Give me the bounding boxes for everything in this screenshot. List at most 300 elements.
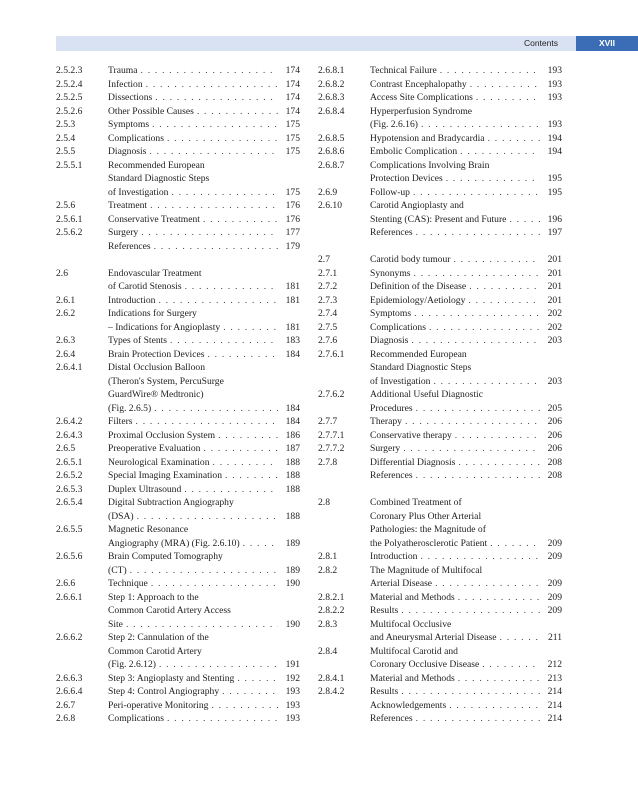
toc-entry[interactable] (318, 226, 562, 240)
section-title: Preoperative Evaluation (108, 443, 201, 454)
section-title: Technique (108, 578, 148, 589)
page-reference: 189 (285, 537, 300, 549)
section-number: 2.7.7.1 (318, 429, 345, 441)
toc-entry[interactable] (318, 321, 562, 335)
toc-entry[interactable] (56, 145, 300, 159)
section-title: Therapy (370, 416, 402, 427)
page-reference: 192 (285, 672, 300, 684)
section-title: Conservative therapy (370, 429, 452, 441)
dot-leader (400, 442, 540, 456)
toc-entry[interactable] (56, 415, 300, 429)
toc-entry[interactable] (56, 132, 300, 146)
section-number: 2.6.5.2 (56, 470, 83, 481)
page-reference: 193 (547, 119, 562, 130)
section-number: 2.6.5 (56, 443, 76, 454)
toc-entry[interactable] (318, 564, 562, 591)
toc-entry[interactable] (318, 415, 562, 429)
section-number: 2.6.6.4 (56, 686, 83, 697)
dot-leader (210, 456, 278, 470)
dot-leader (455, 591, 540, 605)
dot-leader (204, 348, 278, 362)
section-title: References (370, 470, 413, 481)
section-number: 2.6.7 (56, 699, 76, 711)
toc-entry[interactable] (318, 186, 562, 200)
toc-entry[interactable] (318, 159, 562, 186)
dot-leader (220, 321, 278, 335)
page-reference: 201 (547, 281, 562, 292)
section-title: Conservative Treatment (108, 213, 200, 225)
section-title: Filters (108, 416, 133, 427)
running-header-title: Contents (523, 38, 558, 48)
section-title: – Indications for Angioplasty (108, 321, 221, 333)
section-number: 2.7.6 (318, 335, 338, 346)
section-title-line: Indications for Surgery (108, 308, 197, 319)
section-number: 2.7.2 (318, 281, 338, 292)
dot-leader (411, 307, 540, 321)
toc-entry[interactable] (56, 496, 300, 523)
section-title: Symptoms (370, 308, 412, 319)
page-reference: 206 (547, 443, 562, 454)
dot-leader (398, 604, 540, 618)
toc-entry[interactable] (56, 118, 300, 132)
page-reference: 190 (285, 618, 300, 630)
toc-left-column (56, 64, 300, 726)
section-number: 2.6.8.7 (318, 159, 345, 171)
toc-entry[interactable] (56, 105, 300, 119)
toc-entry[interactable] (56, 294, 300, 308)
section-number: 2.6.4.1 (56, 362, 83, 373)
section-title-line: Complications Involving Brain (370, 159, 490, 171)
page-reference: 188 (285, 470, 300, 481)
toc-entry[interactable] (56, 91, 300, 105)
section-number: 2.8 (318, 497, 330, 508)
section-number: 2.7.4 (318, 308, 338, 319)
section-number: 2.6.8.3 (318, 92, 345, 103)
section-number: 2.6.5.4 (56, 497, 83, 508)
toc-entry[interactable] (318, 348, 562, 389)
section-number: 2.8.4.1 (318, 672, 345, 684)
dot-leader (410, 186, 540, 200)
dot-leader (457, 145, 540, 159)
toc-entry[interactable] (56, 712, 300, 726)
dot-leader (151, 402, 278, 416)
page-reference: 186 (285, 429, 300, 441)
page-reference: 214 (547, 699, 562, 711)
section-title: Peri-operative Monitoring (108, 699, 209, 711)
page-reference: 194 (547, 132, 562, 144)
page-reference: 209 (547, 578, 562, 589)
toc-entry[interactable] (56, 672, 300, 686)
section-title: Introduction (108, 294, 156, 306)
dot-leader (402, 415, 540, 429)
section-number: 2.6.4.3 (56, 429, 83, 441)
toc-entry[interactable] (56, 334, 300, 348)
page-reference: 212 (547, 659, 562, 670)
page-reference: 190 (285, 578, 300, 589)
dot-leader (485, 132, 540, 146)
toc-entry[interactable] (56, 523, 300, 550)
toc-entry[interactable] (318, 145, 562, 159)
section-number: 2.8.3 (318, 618, 338, 630)
dot-leader (164, 132, 278, 146)
section-title: Other Possible Causes (108, 105, 194, 117)
page-reference: 205 (547, 402, 562, 414)
section-number: 2.5.5.1 (56, 159, 83, 171)
page-reference: 201 (547, 267, 562, 279)
page-reference: 179 (285, 240, 300, 252)
toc-entry[interactable] (318, 280, 562, 294)
toc-entry[interactable] (318, 64, 562, 78)
dot-leader (413, 469, 540, 483)
section-number: 2.6.6.2 (56, 632, 83, 643)
section-number: 2.7.6.2 (318, 389, 345, 400)
toc-entry[interactable] (318, 105, 562, 132)
toc-entry[interactable] (56, 577, 300, 591)
dot-leader (430, 375, 540, 389)
toc-entry[interactable] (318, 442, 562, 456)
section-title-line: Brain Computed Tomography (108, 551, 223, 562)
section-number: 2.7.7.2 (318, 443, 345, 454)
toc-entry[interactable] (318, 429, 562, 443)
section-number: 2.5.4 (56, 132, 76, 144)
toc-entry[interactable] (56, 591, 300, 632)
dot-leader (219, 685, 278, 699)
section-number: 2.6.4 (56, 348, 76, 360)
section-title: Hypotension and Bradycardia (370, 132, 485, 144)
section-title-line: The Magnitude of Multifocal (370, 564, 483, 576)
section-number: 2.5.2.6 (56, 105, 83, 117)
section-title: Material and Methods (370, 591, 455, 603)
toc-entry[interactable] (318, 496, 562, 550)
page-reference: 209 (547, 605, 562, 616)
page-reference: 197 (547, 227, 562, 238)
page-reference: 174 (285, 65, 300, 76)
dot-leader (452, 429, 540, 443)
section-title-line: Multifocal Occlusive (370, 618, 452, 630)
page-reference: 184 (285, 416, 300, 427)
toc-entry[interactable] (318, 91, 562, 105)
section-title: (Fig. 2.6.16) (370, 119, 418, 130)
dot-leader (455, 456, 540, 470)
page-number-badge: XVII (576, 36, 638, 51)
section-title-line: Endovascular Treatment (108, 267, 202, 279)
dot-leader (146, 145, 278, 159)
dot-leader (234, 672, 278, 686)
page-reference: 208 (547, 456, 562, 468)
toc-entry[interactable] (318, 672, 562, 686)
page-reference: 193 (285, 686, 300, 697)
dot-leader (194, 105, 278, 119)
section-title: Follow-up (370, 186, 410, 198)
toc-entry[interactable] (56, 483, 300, 497)
dot-leader (200, 442, 278, 456)
toc-entry[interactable] (56, 699, 300, 713)
dot-leader (208, 699, 278, 713)
section-number: 2.6.1 (56, 294, 76, 306)
section-number: 2.7.6.1 (318, 348, 345, 360)
page-reference: 176 (285, 213, 300, 225)
section-title-line: Digital Subtraction Angiography (108, 497, 234, 508)
toc-entry[interactable] (56, 267, 300, 294)
section-number: 2.6.5.6 (56, 551, 83, 562)
dot-leader (148, 577, 278, 591)
section-number: 2.6.4.2 (56, 416, 83, 427)
section-title-line: Additional Useful Diagnostic (370, 389, 483, 400)
section-number: 2.6.6.1 (56, 591, 83, 603)
toc-entry[interactable] (56, 456, 300, 470)
dot-leader (155, 294, 278, 308)
section-title: Stenting (CAS): Present and Future (370, 213, 507, 225)
dot-leader (497, 631, 540, 645)
toc-entry[interactable] (318, 132, 562, 146)
section-title-line: Distal Occlusion Balloon (108, 362, 205, 373)
page-reference: 184 (285, 402, 300, 414)
dot-leader (418, 118, 540, 132)
section-number: 2.6.8.6 (318, 146, 345, 157)
toc-entry[interactable] (318, 591, 562, 605)
section-number: 2.5.6.1 (56, 213, 83, 225)
page-reference: 177 (285, 227, 300, 238)
toc-entry[interactable] (318, 456, 562, 470)
toc-entry[interactable] (318, 334, 562, 348)
page-reference: 174 (285, 78, 300, 90)
section-title: Definition of the Disease (370, 281, 467, 292)
toc-entry[interactable] (56, 685, 300, 699)
dot-leader (164, 712, 278, 726)
toc-entry[interactable] (318, 294, 562, 308)
dot-leader (506, 213, 540, 227)
page-reference: 193 (547, 78, 562, 90)
section-number: 2.6.8 (56, 713, 76, 724)
section-title: Material and Methods (370, 672, 455, 684)
toc-entry[interactable] (56, 442, 300, 456)
dot-leader (473, 91, 540, 105)
dot-leader (450, 253, 540, 267)
toc-entry[interactable] (56, 469, 300, 483)
page-reference: 188 (285, 483, 300, 495)
section-title: Brain Protection Devices (108, 348, 205, 360)
toc-entry[interactable] (56, 226, 300, 240)
section-number: 2.6.5.3 (56, 483, 83, 495)
page-reference: 188 (285, 510, 300, 522)
toc-entry[interactable] (56, 199, 300, 213)
page-reference: 193 (285, 713, 300, 724)
section-title: Epidemiology/Aetiology (370, 294, 466, 306)
section-title: Diagnosis (108, 146, 147, 157)
toc-entry[interactable] (56, 550, 300, 577)
section-title: Complications (370, 321, 426, 333)
section-title-line: Standard Diagnostic Steps (108, 173, 210, 184)
toc-entry[interactable] (318, 78, 562, 92)
section-number: 2.7 (318, 254, 330, 265)
section-number: 2.8.2.1 (318, 591, 345, 603)
page-reference: 175 (285, 146, 300, 157)
toc-entry[interactable] (318, 645, 562, 672)
dot-leader (413, 402, 540, 416)
page-reference: 175 (285, 119, 300, 130)
section-title: Proximal Occlusion System (108, 429, 216, 441)
section-number: 2.8.1 (318, 551, 338, 562)
dot-leader (181, 483, 278, 497)
section-number: 2.6.3 (56, 335, 76, 346)
section-number: 2.7.8 (318, 456, 338, 468)
toc-entry[interactable] (318, 550, 562, 564)
dot-leader (222, 469, 278, 483)
section-title: References (370, 227, 413, 238)
section-title: of Carotid Stenosis (108, 281, 182, 292)
section-title: of Investigation (108, 186, 169, 198)
page-reference: 174 (285, 92, 300, 103)
section-title: Dissections (108, 92, 153, 103)
section-number: 2.6.9 (318, 186, 338, 198)
page-reference: 195 (547, 173, 562, 184)
page-reference: 201 (547, 254, 562, 265)
section-title-line: Standard Diagnostic Steps (370, 362, 472, 373)
section-title: Differential Diagnosis (370, 456, 456, 468)
page-reference: 213 (547, 672, 562, 684)
section-title: and Aneurysmal Arterial Disease (370, 632, 497, 643)
toc-entry[interactable] (318, 253, 562, 267)
dot-leader (411, 267, 540, 281)
toc-entry[interactable] (56, 240, 300, 254)
section-title: Introduction (370, 551, 418, 562)
dot-leader (413, 712, 540, 726)
section-title: Symptoms (108, 119, 150, 130)
toc-entry[interactable] (318, 469, 562, 483)
section-number: 2.6.2 (56, 308, 76, 319)
page-reference: 209 (547, 537, 562, 549)
section-title: Surgery (370, 443, 401, 454)
toc-entry[interactable] (56, 213, 300, 227)
page-reference: 176 (285, 200, 300, 211)
section-title: Complications (108, 713, 164, 724)
section-number: 2.5.2.4 (56, 78, 83, 90)
section-number: 2.6.5.1 (56, 456, 83, 468)
section-number: 2.6.8.5 (318, 132, 345, 144)
section-title: Special Imaging Examination (108, 470, 223, 481)
dot-leader (138, 226, 278, 240)
section-title-line: Recommended European (370, 348, 467, 360)
section-title: Step 3: Angioplasty and Stenting (108, 672, 235, 684)
toc-entry[interactable] (318, 699, 562, 713)
section-number: 2.8.2.2 (318, 605, 345, 616)
section-number: 2.5.5 (56, 146, 76, 157)
dot-leader (465, 294, 540, 308)
section-title: References (370, 713, 413, 724)
toc-entry[interactable] (318, 199, 562, 226)
section-title: Synonyms (370, 267, 411, 279)
toc-entry[interactable] (318, 685, 562, 699)
dot-leader (168, 186, 278, 200)
page-reference: 191 (285, 659, 300, 670)
dot-leader (479, 658, 540, 672)
toc-entry[interactable] (56, 159, 300, 200)
section-title-line: Step 1: Approach to the (108, 591, 199, 603)
toc-entry[interactable] (318, 267, 562, 281)
toc-entry[interactable] (318, 712, 562, 726)
section-number: 2.6.6 (56, 578, 76, 589)
dot-leader (466, 280, 540, 294)
page-reference: 202 (547, 321, 562, 333)
section-title: (Fig. 2.6.5) (108, 402, 152, 414)
toc-entry[interactable] (56, 361, 300, 415)
dot-leader (127, 564, 278, 578)
toc-entry[interactable] (56, 78, 300, 92)
section-title: (DSA) (108, 510, 134, 522)
page-reference: 196 (547, 213, 562, 225)
toc-entry[interactable] (56, 631, 300, 672)
section-title: Results (370, 605, 399, 616)
toc-entry[interactable] (56, 348, 300, 362)
section-title: Surgery (108, 227, 139, 238)
section-number (318, 699, 370, 713)
page-reference: 202 (547, 308, 562, 319)
section-title: Embolic Complication (370, 146, 458, 157)
toc-entry[interactable] (318, 388, 562, 415)
page-reference: 214 (547, 686, 562, 697)
section-title: Technical Failure (370, 65, 437, 76)
toc-entry[interactable] (56, 307, 300, 334)
section-number: 2.5.2.3 (56, 65, 83, 76)
toc-entry[interactable] (318, 604, 562, 618)
section-title: Arterial Disease (370, 578, 433, 589)
page-reference: 203 (547, 375, 562, 387)
page-reference: 208 (547, 470, 562, 481)
section-number (56, 240, 108, 254)
section-title-line: Magnetic Resonance (108, 524, 189, 535)
section-title: Carotid body tumour (370, 254, 451, 265)
dot-leader (398, 685, 540, 699)
page-reference: 209 (547, 591, 562, 603)
section-title: Procedures (370, 402, 413, 414)
section-number (318, 712, 370, 726)
section-number: 2.6 (56, 267, 68, 279)
page-reference: 184 (285, 348, 300, 360)
toc-entry[interactable] (318, 307, 562, 321)
dot-leader (413, 226, 540, 240)
section-title: Types of Stents (108, 335, 168, 346)
section-number: 2.6.8.1 (318, 65, 345, 76)
header-bar (56, 36, 638, 51)
dot-leader (147, 199, 278, 213)
dot-leader (215, 429, 278, 443)
section-title-line: Recommended European (108, 159, 205, 171)
section-title-line: Common Carotid Artery (108, 645, 202, 657)
section-title: Treatment (108, 200, 148, 211)
section-title-line: Coronary Plus Other Arterial (370, 510, 482, 522)
section-title-line: Carotid Angioplasty and (370, 200, 464, 211)
toc-entry[interactable] (318, 618, 562, 645)
page-reference: 206 (547, 429, 562, 441)
page-reference: 211 (547, 632, 562, 643)
section-title: Complications (108, 132, 164, 144)
section-title: Diagnosis (370, 335, 409, 346)
page-reference: 183 (285, 335, 300, 346)
section-title: (Fig. 2.6.12) (108, 659, 156, 670)
page-reference: 195 (547, 186, 562, 198)
section-title: Step 4: Control Angiography (108, 686, 220, 697)
page-reference: 193 (547, 92, 562, 103)
section-number: 2.6.8.2 (318, 78, 345, 90)
toc-entry[interactable] (56, 429, 300, 443)
toc-entry[interactable] (56, 64, 300, 78)
page-reference: 214 (547, 713, 562, 724)
section-title-line: (Theron's System, PercuSurge (108, 375, 224, 387)
page-reference: 203 (547, 335, 562, 346)
dot-leader (240, 537, 278, 551)
page-reference: 187 (285, 443, 300, 454)
dot-leader (156, 658, 278, 672)
